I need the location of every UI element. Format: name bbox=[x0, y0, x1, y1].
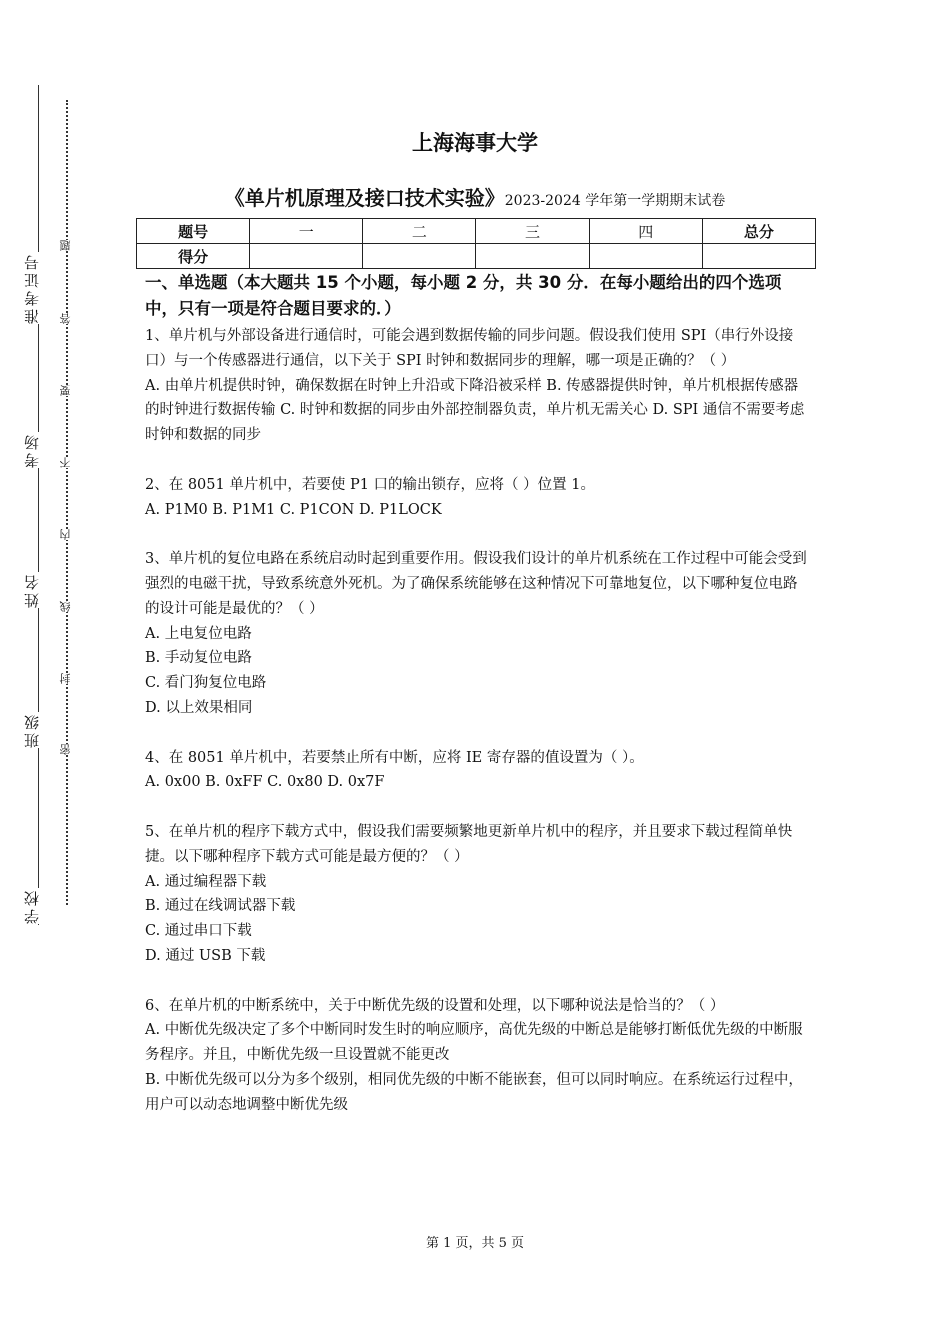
student-name-label: 姓名 bbox=[23, 572, 41, 608]
option-d: D. 通过 USB 下载 bbox=[145, 947, 266, 964]
section-heading: 一、单选题（本大题共 15 个小题，每小题 2 分，共 30 分．在每小题给出的四个选项中，只有一项是符合题目要求的．） bbox=[145, 273, 782, 318]
seal-char-nei: 内 bbox=[57, 529, 75, 540]
option-d: D. 以上效果相同 bbox=[145, 699, 253, 716]
option-b: B. 手动复位电路 bbox=[145, 650, 252, 667]
score-table-header-row bbox=[137, 219, 816, 244]
question-5 bbox=[145, 820, 810, 969]
question-stem: 4、在 8051 单片机中，若要禁止所有中断，应将 IE 寄存器的值设置为（ ）。 bbox=[145, 749, 644, 766]
binding-line bbox=[38, 85, 39, 925]
option-c: C. 通过串口下载 bbox=[145, 923, 252, 940]
question-3 bbox=[145, 547, 810, 721]
score-cell-part-2 bbox=[363, 244, 476, 269]
seal-char-xian: 线 bbox=[57, 601, 75, 612]
option-a: A. 上电复位电路 bbox=[145, 625, 252, 642]
question-stem: 5、在单片机的程序下载方式中，假设我们需要频繁地更新单片机中的程序，并且要求下载过程简单快捷。以下哪种程序下载方式可能是最方便的？（ ） bbox=[145, 823, 793, 865]
question-stem: 2、在 8051 单片机中，若要使 P1 口的输出锁存，应将（ ）位置 1。 bbox=[145, 476, 595, 493]
exam-content bbox=[145, 270, 810, 1142]
seal-char-bu: 不 bbox=[57, 457, 75, 468]
question-1 bbox=[145, 324, 810, 448]
seal-char-feng: 封 bbox=[57, 673, 75, 684]
question-6 bbox=[145, 994, 810, 1118]
option-a: A. 中断优先级决定了多个中断同时发生时的响应顺序，高优先级的中断总是能够打断低优先级的中断服务程序。并且，中断优先级一旦设置就不能更改 bbox=[145, 1022, 803, 1064]
score-cell-part-3 bbox=[476, 244, 589, 269]
question-4 bbox=[145, 746, 810, 796]
question-options: A. P1M0 B. P1M1 C. P1CON D. P1LOCK bbox=[145, 501, 442, 518]
seal-dotted-line bbox=[66, 100, 68, 905]
exam-room-label: 考场 bbox=[23, 432, 41, 468]
option-c: C. 看门狗复位电路 bbox=[145, 675, 267, 692]
option-b: B. 中断优先级可以分为多个级别，相同优先级的中断不能嵌套，但可以同时响应。在系统运行过程中，用户可以动态地调整中断优先级 bbox=[145, 1071, 803, 1113]
seal-char-da: 答 bbox=[57, 313, 75, 324]
exam-title bbox=[0, 182, 950, 211]
question-stem: 1、单片机与外部设备进行通信时，可能会遇到数据传输的同步问题。假设我们使用 SPI（串行外设接口）与一个传感器进行通信，以下关于 SPI 时钟和数据同步的理解，哪一项是正确的？（ ） bbox=[145, 328, 794, 369]
seal-char-mi: 密 bbox=[57, 744, 75, 755]
exam-term: 2023-2024 学年第一学期期末试卷 bbox=[504, 193, 726, 209]
page-footer: 第 1 页，共 5 页 bbox=[425, 1236, 525, 1251]
option-a: A. 通过编程器下载 bbox=[145, 873, 267, 890]
score-row-label: 得分 bbox=[137, 244, 250, 269]
question-options: A. 0x00 B. 0xFF C. 0x80 D. 0x7F bbox=[145, 774, 385, 791]
option-b: B. 通过在线调试器下载 bbox=[145, 898, 296, 915]
class-label: 班级 bbox=[23, 712, 41, 748]
score-header-question-no: 题号 bbox=[137, 219, 250, 244]
question-stem: 3、单片机的复位电路在系统启动时起到重要作用。假设我们设计的单片机系统在工作过程中可能会受到强烈的电磁干扰，导致系统意外死机。为了确保系统能够在这种情况下可靠地复位，以下哪种复位电路的设计可能是最优的？（ ） bbox=[145, 551, 807, 617]
seal-char-yao: 要 bbox=[57, 385, 75, 396]
question-stem: 6、在单片机的中断系统中，关于中断优先级的设置和处理，以下哪种说法是恰当的？（ ） bbox=[145, 997, 725, 1014]
university-name: 上海海事大学 bbox=[412, 131, 538, 155]
course-title: 《单片机原理及接口技术实验》 bbox=[224, 186, 505, 210]
question-2 bbox=[145, 473, 810, 523]
score-header-part-3: 三 bbox=[476, 219, 589, 244]
score-cell-total bbox=[702, 244, 815, 269]
score-header-total: 总分 bbox=[702, 219, 815, 244]
score-table bbox=[136, 218, 816, 269]
score-header-part-2: 二 bbox=[363, 219, 476, 244]
question-options: A. 由单片机提供时钟，确保数据在时钟上升沿或下降沿被采样 B. 传感器提供时钟，单片机根据传感器的时钟进行数据传输 C. 时钟和数据的同步由外部控制器负责，单片机无需关心 D. SPI 通信不需要考虑时钟和数据的同步 bbox=[145, 377, 805, 444]
score-cell-part-4 bbox=[589, 244, 702, 269]
score-header-part-4: 四 bbox=[589, 219, 702, 244]
score-header-part-1: 一 bbox=[250, 219, 363, 244]
score-cell-part-1 bbox=[250, 244, 363, 269]
ticket-number-label: 准考证号 bbox=[23, 252, 41, 324]
school-label: 学校 bbox=[23, 888, 41, 924]
score-table-score-row bbox=[137, 244, 816, 269]
seal-char-ti: 题 bbox=[57, 240, 75, 251]
